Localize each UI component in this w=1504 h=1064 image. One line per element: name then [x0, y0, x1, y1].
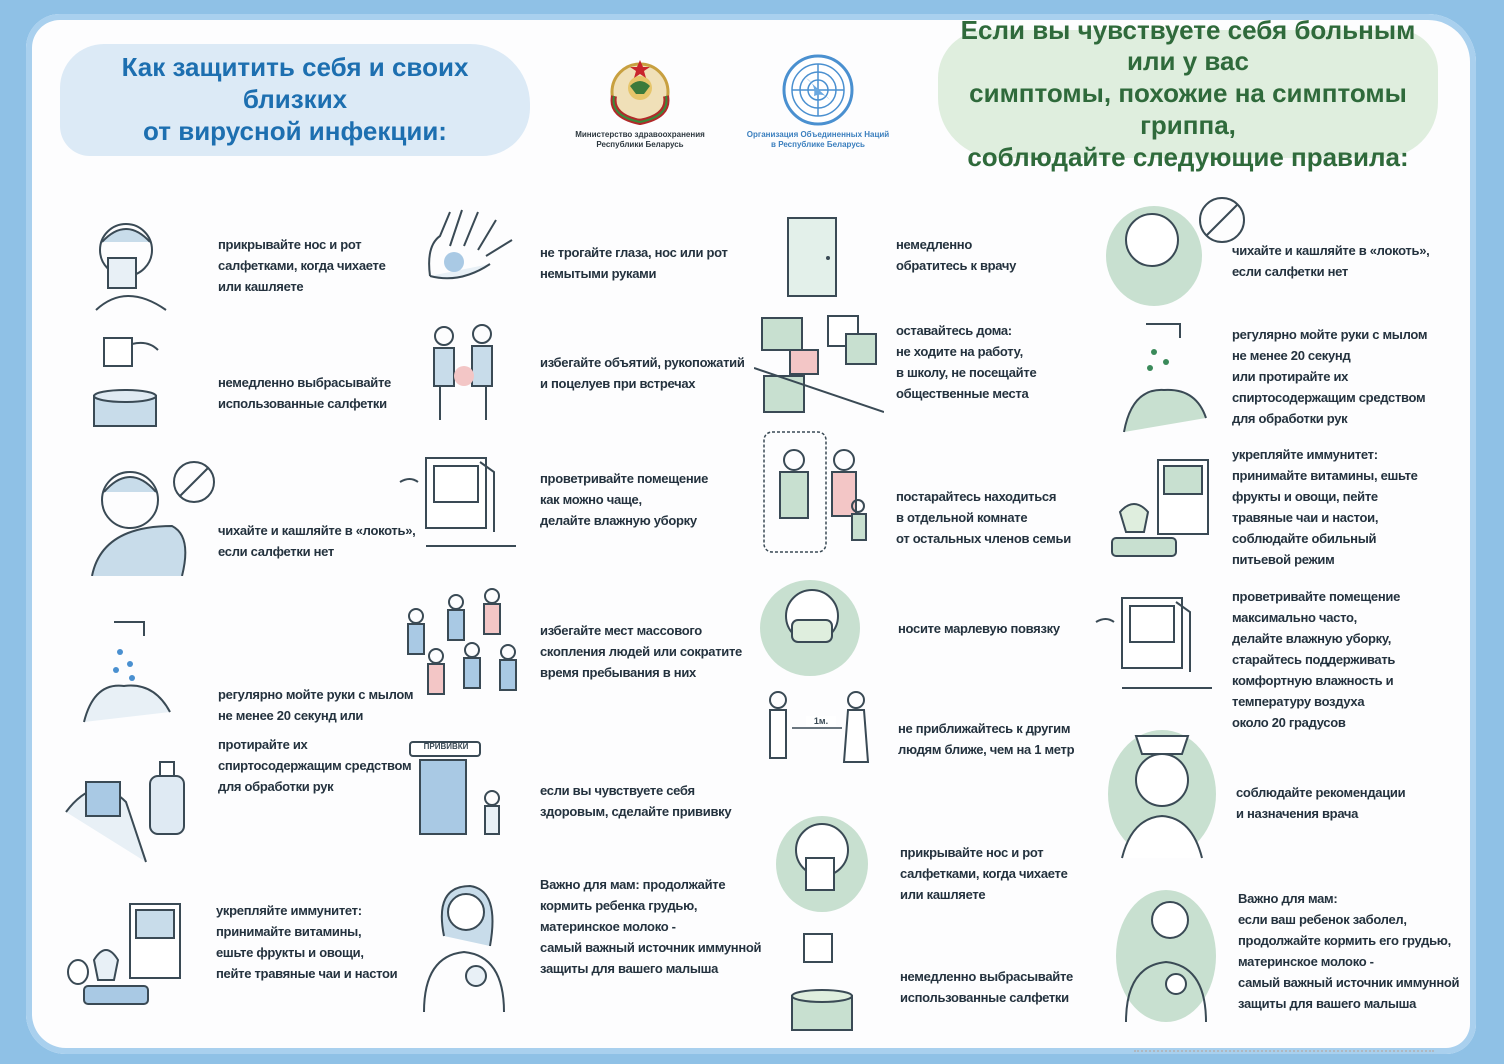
belarus-emblem-icon [600, 56, 680, 126]
distance-label: 1м. [806, 716, 836, 726]
left-header-title: Как защитить себя и своих близких от вирусной инфекции: [121, 52, 469, 146]
footer-divider [1134, 1050, 1434, 1056]
vitamins-fridge-icon [64, 900, 194, 1010]
tip-follow-doctor: соблюдайте рекомендации и назначения врача [1236, 785, 1406, 821]
vaccine-sign-label: ПРИВИВКИ [423, 742, 469, 751]
tip-dispose-tissues: немедленно выбрасывайте использованные салфетки [218, 375, 391, 411]
tip-sanitize-hands: протирайте их спиртосодержащим средством для обработки рук [218, 737, 412, 794]
tip-sneeze-elbow-2: чихайте и кашляйте в «локоть», если салфетки нет [1232, 243, 1430, 279]
trash-bin-icon [88, 320, 168, 430]
tip-get-vaccine: если вы чувствуете себя здоровым, сделайте прививку [540, 783, 732, 819]
separate-room-icon [760, 430, 880, 554]
handshake-people-icon [426, 322, 502, 422]
person-covering-nose-icon-2 [772, 804, 872, 916]
tip-avoid-crowds: избегайте мест массового скопления людей или сократите время пребывания в них [540, 623, 742, 680]
tip-cover-nose: прикрывайте нос и рот салфетками, когда чихаете или кашляете [218, 237, 386, 294]
tip-immunity-2: укрепляйте иммунитет: принимайте витамины, ешьте фрукты и овощи, пейте травяные чаи и настои, соблюдайте обильный питьевой режим [1232, 447, 1418, 567]
tip-dispose-tissues-2: немедленно выбрасывайте использованные салфетки [900, 969, 1073, 1005]
tip-wash-hands-2: регулярно мойте руки с мылом не менее 20 секунд или протирайте их спиртосодержащим средством для обработки рук [1232, 327, 1428, 426]
tip-ventilate: проветривайте помещение как можно чаще, делайте влажную уборку [540, 471, 709, 528]
open-hand-icon [420, 206, 520, 286]
left-header [60, 44, 530, 156]
right-header [938, 14, 1438, 172]
gauze-mask-icon [754, 568, 874, 680]
sneeze-in-elbow-icon [82, 456, 222, 576]
stay-home-houses-icon [754, 308, 884, 416]
ministry-caption: Министерство здравоохранения Республики Беларусь [575, 130, 705, 149]
tip-separate-room: постарайтесь находиться в отдельной комнате от остальных членов семьи [896, 489, 1071, 546]
tip-see-doctor: немедленно обратитесь к врачу [896, 237, 1017, 273]
tip-cover-nose-2: прикрывайте нос и рот салфетками, когда чихаете или кашляете [900, 845, 1068, 902]
vitamins-fridge-icon-2 [1100, 456, 1224, 564]
washing-hands-icon-2 [1116, 318, 1216, 438]
un-emblem-icon [776, 52, 860, 128]
tip-no-touch-face: не трогайте глаза, нос или рот немытыми руками [540, 245, 728, 281]
tip-stay-home: оставайтесь дома: не ходите на работу, в школу, не посещайте общественные места [896, 323, 1037, 401]
crowd-people-icon [400, 586, 524, 716]
tip-wear-mask: носите марлевую повязку [898, 621, 1060, 636]
breastfeeding-mother-icon [414, 876, 514, 1016]
nurse-icon [1102, 722, 1222, 862]
tip-ventilate-2: проветривайте помещение максимально часто, делайте влажную уборку, старайтесь поддерживать комфортную влажность и температуру воздуха около 20 градусов [1232, 589, 1401, 730]
breastfeeding-mother-icon-2 [1110, 880, 1220, 1026]
person-covering-nose-icon [86, 212, 176, 312]
sanitizer-hands-icon [56, 752, 196, 872]
tip-avoid-hugs: избегайте объятий, рукопожатий и поцелуев при встречах [540, 355, 745, 391]
washing-hands-icon [74, 612, 184, 742]
tip-wash-hands: регулярно мойте руки с мылом не менее 20 секунд или [218, 687, 414, 723]
right-header-title: Если вы чувствуете себя больным или у вас симптомы, похожие на симптомы гриппа, соблюдайте следующие правила: [960, 14, 1416, 172]
trash-bin-icon-2 [786, 926, 862, 1036]
tip-moms-right: Важно для мам: если ваш ребенок заболел, продолжайте кормить его грудью, материнское молоко - самый важный источник иммунной защиты для вашего малыша [1238, 891, 1460, 1011]
one-meter-distance-icon [762, 688, 882, 800]
tip-moms-left: Важно для мам: продолжайте кормить ребенка грудью, материнское молоко - самый важный источник иммунной защиты для вашего малыша [540, 877, 762, 976]
vaccine-door-icon [406, 738, 506, 838]
tip-keep-distance: не приближайтесь к другим людям ближе, чем на 1 метр [898, 721, 1075, 757]
un-caption: Организация Объединенных Наций в Республике Беларусь [746, 130, 890, 149]
doctor-door-icon [782, 214, 842, 298]
sneeze-in-elbow-icon-2 [1104, 190, 1248, 308]
tip-sneeze-elbow: чихайте и кашляйте в «локоть», если салфетки нет [218, 523, 416, 559]
tip-immunity: укрепляйте иммунитет: принимайте витамины, ешьте фрукты и овощи, пейте травяные чаи и настои [216, 903, 398, 981]
window-ventilation-icon-2 [1092, 592, 1212, 696]
